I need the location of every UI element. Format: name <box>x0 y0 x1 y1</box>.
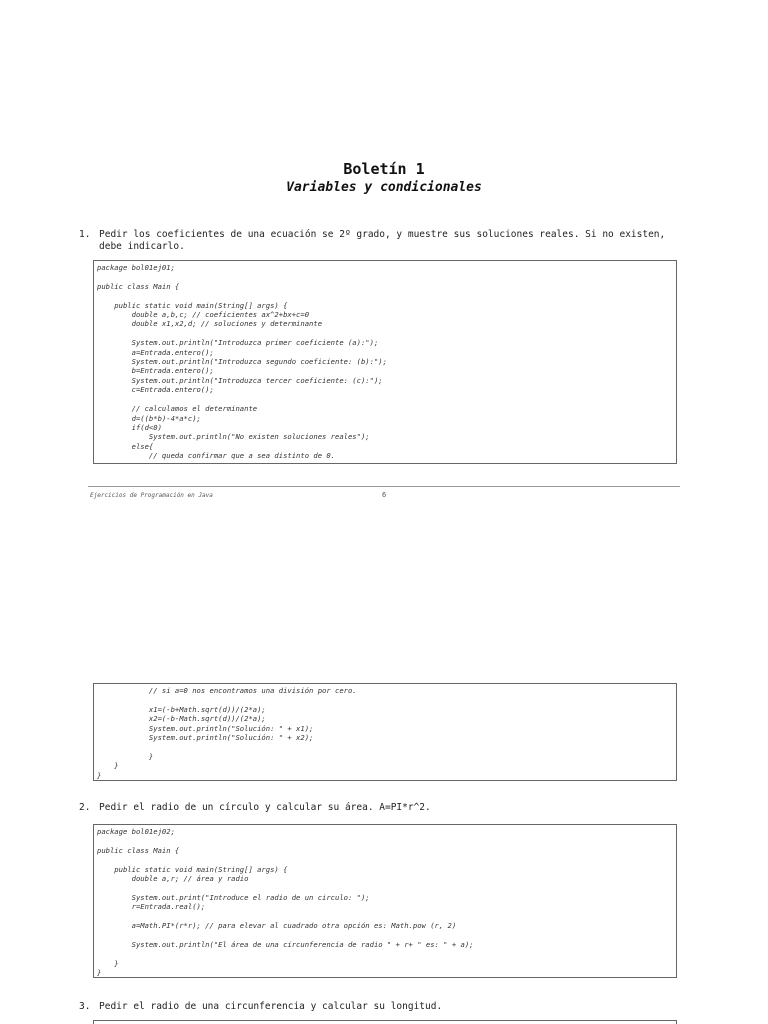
exercise-number: 3. <box>79 1001 91 1012</box>
code-block-ex1-part2 <box>93 683 677 781</box>
code-text: // si a=0 nos encontramos una división por cero. x1=(-b+Math.sqrt(d))/(2*a); x2=(-b-Math.sqrt(d))/(2*a); System.out.println("Solución: " + x1); System.out.println("Solución: " + x2); } } } <box>97 686 357 780</box>
page-number: 6 <box>382 491 387 499</box>
code-text: package bol01ej01; public class Main { public static void main(String[] args) { double a,b,c; // coeficientes ax^2+bx+c=0 double x1,x2,d; // soluciones y determinante System.out.println("Introduzca primer coeficiente (a):"); a=Entrada.entero(); System.out.println("Introduzca segundo coeficiente: (b):"); b=Entrada.entero(); System.out.println("Introduzca tercer coeficiente: (c):"); c=Entrada.entero(); // calculamos el determinante d=((b*b)-4*a*c); if(d<0) System.out.println("No existen soluciones reales"); else{ // queda confirmar que a sea distinto de 0. <box>97 263 387 461</box>
exercise-number: 2. <box>79 802 91 813</box>
code-text: package bol01ej02; public class Main { public static void main(String[] args) { double a,r; // área y radio System.out.print("Introduce el radio de un circulo: "); r=Entrada.real(); a=Math.PI*(r*r); // para elevar al cuadrado otra opción es: Math.pow (r, 2) System.out.println("El área de una circunferencia de radio " + r+ " es: " + a); } } <box>97 827 474 978</box>
footer-text: Ejercicios de Programación en Java <box>90 492 213 499</box>
exercise-1 <box>79 229 679 255</box>
exercise-number: 1. <box>79 229 91 240</box>
document-subtitle: Variables y condicionales <box>286 180 482 195</box>
code-block-ex1-part1 <box>93 260 677 464</box>
code-block-ex2 <box>93 824 677 978</box>
exercise-3 <box>79 1001 679 1015</box>
document-title: Boletín 1 <box>343 160 425 178</box>
exercise-text: Pedir el radio de un círculo y calcular su área. A=PI*r^2. <box>99 802 431 813</box>
exercise-text: Pedir el radio de una circunferencia y calcular su longitud. <box>99 1001 443 1012</box>
exercise-2 <box>79 802 679 816</box>
footer-rule <box>88 486 680 487</box>
exercise-text: Pedir los coeficientes de una ecuación se 2º grado, y muestre sus soluciones reales. Si no existen, debe indicarlo. <box>99 229 666 252</box>
code-block-ex3 <box>93 1020 677 1024</box>
